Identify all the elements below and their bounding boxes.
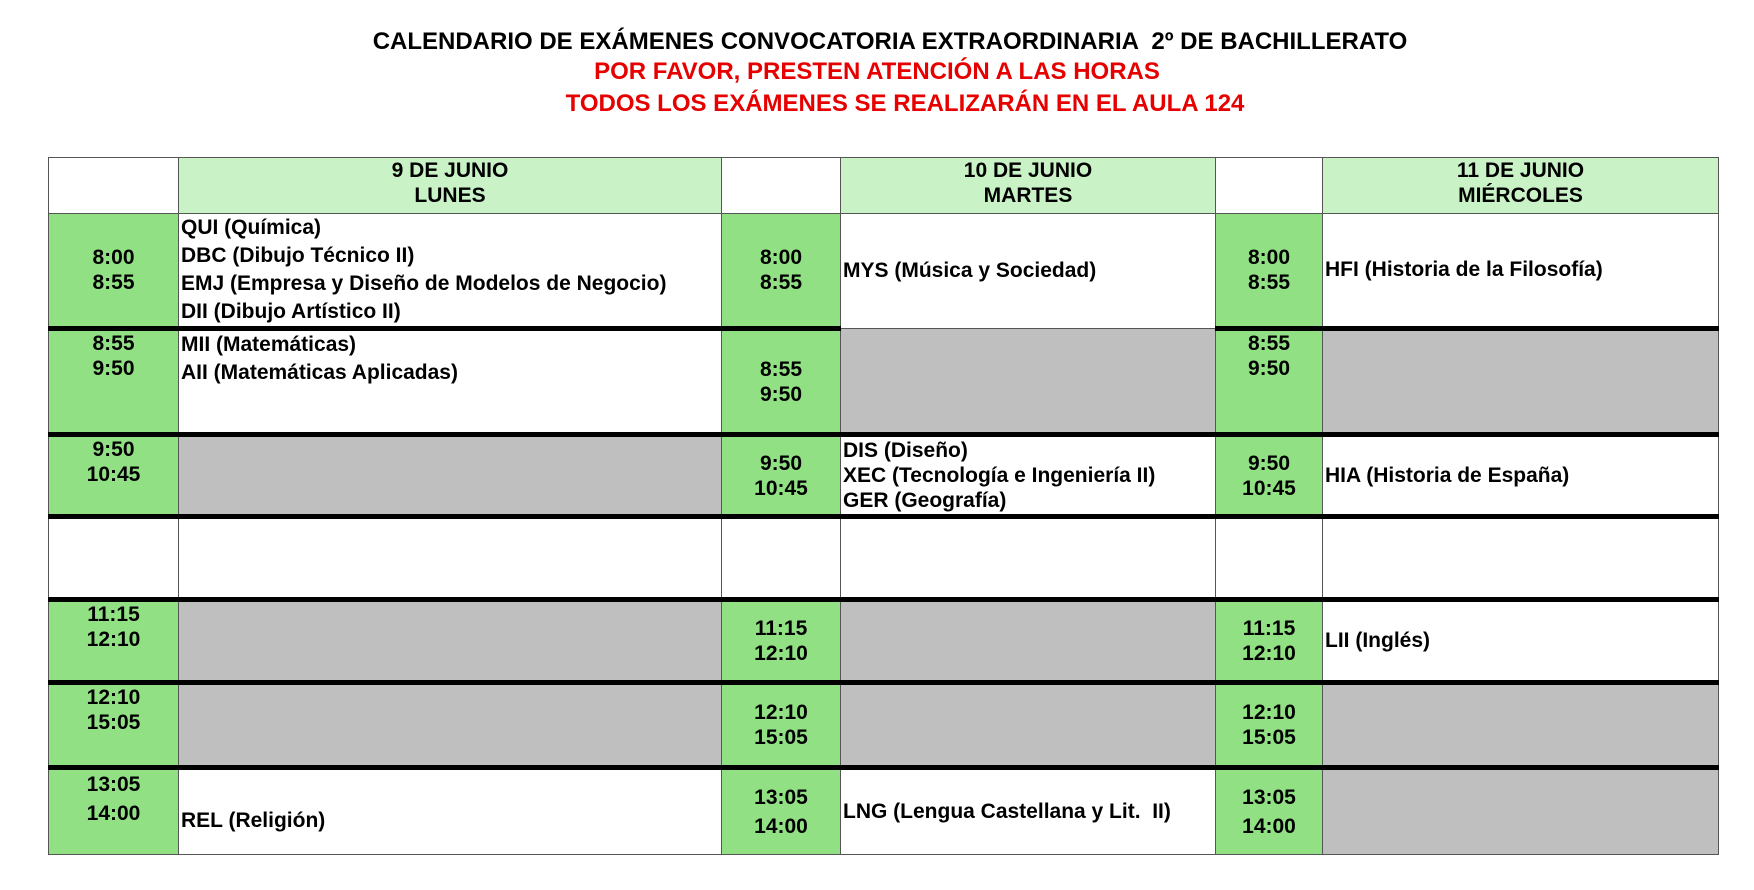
time-cell <box>1216 329 1323 435</box>
exam-schedule-table <box>48 157 1719 855</box>
empty-slot <box>1323 683 1719 768</box>
spacer-cell <box>722 158 841 214</box>
break-row <box>49 517 1719 600</box>
empty-slot <box>841 683 1216 768</box>
exam-subject: LII (Inglés) <box>1325 629 1430 652</box>
time-end: 8:55 <box>92 271 135 294</box>
break-cell <box>1323 517 1719 600</box>
break-cell <box>722 517 841 600</box>
slot-row-1210 <box>49 683 1719 768</box>
notice-room: TODOS LOS EXÁMENES SE REALIZARÁN EN EL AULA 124 <box>565 90 1245 117</box>
exam-subject: MYS (Música y Sociedad) <box>843 259 1097 282</box>
exam-cell-lunes-800 <box>179 214 722 329</box>
time-start: 9:50 <box>759 451 803 475</box>
time-end: 14:00 <box>1242 815 1296 838</box>
time-cell <box>49 329 179 435</box>
time-start: 8:55 <box>759 357 803 381</box>
exam-subject: LNG (Lengua Castellana y Lit. II) <box>843 800 1171 823</box>
exam-cell-miercoles-950 <box>1323 435 1719 517</box>
break-cell <box>841 517 1216 600</box>
time-end: 9:50 <box>92 357 135 380</box>
time-cell <box>49 435 179 517</box>
time-end: 8:55 <box>1247 271 1291 294</box>
time-cell <box>722 683 841 768</box>
day-header-row <box>49 158 1719 214</box>
slot-row-1305 <box>49 768 1719 855</box>
time-start: 13:05 <box>754 786 808 809</box>
time-end: 8:55 <box>759 271 803 294</box>
time-start: 12:10 <box>754 701 808 724</box>
exam-subject: EMJ (Empresa y Diseño de Modelos de Negocio) <box>181 272 667 295</box>
corner-cell <box>49 158 179 214</box>
empty-slot <box>841 600 1216 683</box>
break-cell <box>179 517 722 600</box>
exam-subject: HIA (Historia de España) <box>1325 463 1570 487</box>
time-end: 14:00 <box>86 802 141 825</box>
time-start: 9:50 <box>92 438 135 461</box>
break-cell <box>49 517 179 600</box>
exam-subject: QUI (Química) <box>181 216 322 239</box>
time-cell <box>49 768 179 855</box>
day-header-lunes <box>179 158 722 214</box>
time-end: 9:50 <box>759 382 803 406</box>
exam-cell-martes-950 <box>841 435 1216 517</box>
time-start: 11:15 <box>1242 617 1296 640</box>
exam-subject: AII (Matemáticas Aplicadas) <box>181 361 458 384</box>
exam-cell-miercoles-1115 <box>1323 600 1719 683</box>
time-start: 11:15 <box>87 603 140 626</box>
time-cell <box>1216 214 1323 329</box>
time-cell <box>1216 435 1323 517</box>
slot-row-800 <box>49 214 1719 329</box>
empty-slot <box>1323 329 1719 435</box>
time-cell <box>49 600 179 683</box>
slot-row-950 <box>49 435 1719 517</box>
time-cell <box>1216 683 1323 768</box>
break-cell <box>1216 517 1323 600</box>
empty-slot <box>179 683 722 768</box>
time-end: 15:05 <box>86 711 141 734</box>
exam-cell-lunes-855 <box>179 329 722 435</box>
time-end: 10:45 <box>754 476 808 500</box>
time-end: 12:10 <box>86 628 141 651</box>
time-end: 9:50 <box>1247 357 1291 380</box>
day-date: 9 DE JUNIO <box>391 159 509 182</box>
empty-slot <box>179 435 722 517</box>
time-start: 13:05 <box>1242 786 1296 809</box>
exam-subject: REL (Religión) <box>181 809 326 832</box>
page-title: CALENDARIO DE EXÁMENES CONVOCATORIA EXTRAORDINARIA 2º DE BACHILLERATO <box>372 28 1408 55</box>
day-header-martes <box>841 158 1216 214</box>
day-date: 10 DE JUNIO <box>963 159 1093 182</box>
day-weekday: MARTES <box>983 184 1073 207</box>
time-start: 12:10 <box>86 686 141 709</box>
exam-subject: HFI (Historia de la Filosofía) <box>1325 258 1603 281</box>
exam-subject: DIS (Diseño) <box>843 439 968 462</box>
empty-slot <box>179 600 722 683</box>
time-start: 8:00 <box>759 246 803 269</box>
time-start: 9:50 <box>1247 451 1291 475</box>
exam-subject: XEC (Tecnología e Ingeniería II) <box>843 464 1156 487</box>
time-start: 12:10 <box>1242 701 1296 724</box>
time-start: 8:00 <box>1247 246 1291 269</box>
exam-cell-martes-800 <box>841 214 1216 329</box>
time-cell <box>1216 768 1323 855</box>
exam-subject: GER (Geografía) <box>843 489 1007 512</box>
time-end: 10:45 <box>1242 476 1296 500</box>
time-end: 15:05 <box>754 726 808 749</box>
time-start: 13:05 <box>86 773 141 796</box>
time-start: 11:15 <box>754 617 808 640</box>
empty-slot <box>841 329 1216 435</box>
time-cell <box>49 683 179 768</box>
time-cell <box>722 600 841 683</box>
slot-row-1115 <box>49 600 1719 683</box>
notice-hours: POR FAVOR, PRESTEN ATENCIÓN A LAS HORAS <box>594 58 1160 85</box>
time-cell <box>49 214 179 329</box>
day-weekday: MIÉRCOLES <box>1458 184 1583 207</box>
time-end: 14:00 <box>754 815 808 838</box>
exam-cell-miercoles-800 <box>1323 214 1719 329</box>
time-cell <box>1216 600 1323 683</box>
exam-cell-martes-1305 <box>841 768 1216 855</box>
time-start: 8:55 <box>1247 332 1291 355</box>
time-cell <box>722 768 841 855</box>
day-header-miercoles <box>1323 158 1719 214</box>
time-end: 12:10 <box>754 642 808 665</box>
time-cell <box>722 329 841 435</box>
exam-subject: DII (Dibujo Artístico II) <box>181 300 401 323</box>
day-date: 11 DE JUNIO <box>1456 159 1585 182</box>
exam-subject: MII (Matemáticas) <box>181 333 357 356</box>
time-start: 8:00 <box>92 246 135 269</box>
time-cell <box>722 435 841 517</box>
day-weekday: LUNES <box>414 184 486 207</box>
time-cell <box>722 214 841 329</box>
spacer-cell <box>1216 158 1323 214</box>
time-end: 10:45 <box>86 463 141 486</box>
slot-row-855 <box>49 329 1719 435</box>
time-end: 12:10 <box>1242 642 1296 665</box>
empty-slot <box>1323 768 1719 855</box>
exam-subject: DBC (Dibujo Técnico II) <box>181 244 415 267</box>
exam-cell-lunes-1305 <box>179 768 722 855</box>
time-end: 15:05 <box>1242 726 1296 749</box>
time-start: 8:55 <box>92 332 135 355</box>
